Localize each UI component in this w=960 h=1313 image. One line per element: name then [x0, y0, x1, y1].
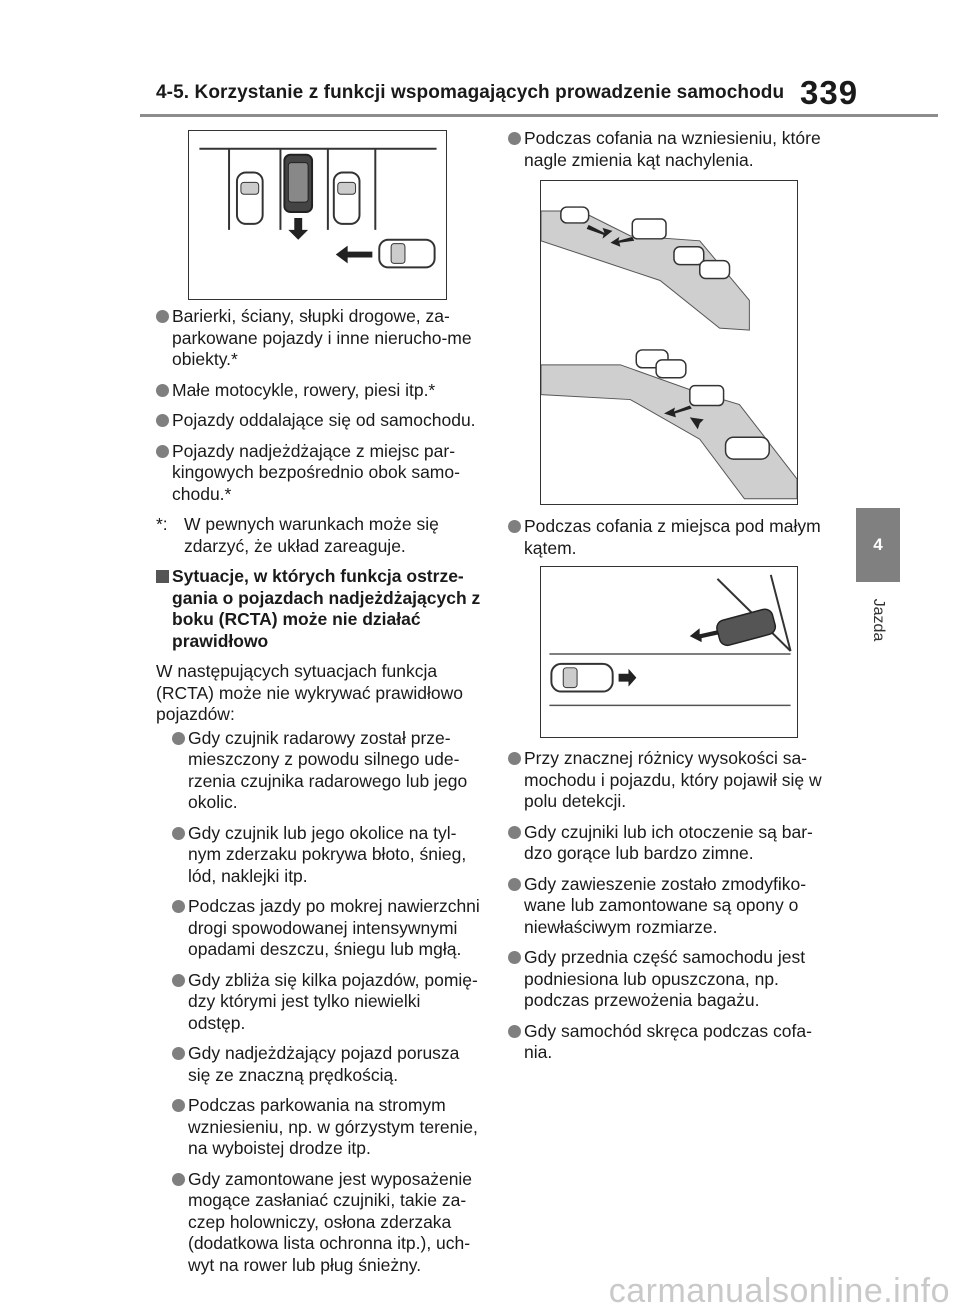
bullet-icon — [172, 900, 185, 913]
figure-slope — [540, 180, 798, 505]
list-item: Barierki, ściany, słupki drogowe, za-parkowane pojazdy i inne nierucho-me obiekty.* — [156, 306, 481, 371]
chapter-label: Jazda — [870, 598, 887, 642]
reversing-car-icon — [284, 155, 312, 212]
page-number: 339 — [800, 74, 859, 111]
chapter-number: 4 — [873, 535, 883, 554]
list-item: Gdy czujnik lub jego okolice na tyl-nym zderzaku pokrywa błoto, śnieg, lód, naklejki itp. — [172, 823, 481, 888]
bullet-icon — [508, 826, 521, 839]
bullet-icon — [156, 445, 169, 458]
list-item: Gdy nadjeżdżający pojazd porusza się ze znaczną prędkością. — [172, 1043, 481, 1086]
car-icon — [561, 207, 589, 223]
bullet-icon — [156, 310, 169, 323]
right-arrow-icon — [619, 669, 637, 687]
list-item: Gdy przednia część samochodu jest podniesiona lub opuszczona, np. podczas przewożenia bagażu. — [508, 947, 833, 1012]
chapter-tab[interactable] — [856, 508, 900, 582]
list-item: Gdy zbliża się kilka pojazdów, pomię-dzy którymi jest tylko niewielki odstęp. — [172, 970, 481, 1035]
list-item: Gdy czujniki lub ich otoczenie są bar-dzo gorące lub bardzo zimne. — [508, 822, 833, 865]
list-item: Podczas cofania na wzniesieniu, które nagle zmienia kąt nachylenia. — [508, 128, 833, 171]
bullet-icon — [508, 1025, 521, 1038]
list-item: Podczas parkowania na stromym wzniesieniu, np. w górzystym terenie, na wyboistej drodze itp. — [172, 1095, 481, 1160]
right-column-bottom — [508, 748, 833, 1073]
car-icon — [632, 219, 666, 239]
list-item: Pojazdy oddalające się od samochodu. — [156, 410, 481, 432]
list-item: Gdy zawieszenie zostało zmodyfiko-wane lub zamontowane są opony o niewłaściwym rozmiarze. — [508, 874, 833, 939]
down-arrow-icon — [288, 218, 308, 240]
page-header-title: 4-5. Korzystanie z funkcji wspomagających prowadzenie samochodu — [156, 82, 785, 103]
list-item: Gdy zamontowane jest wyposażenie mogące zasłaniać czujniki, takie za-czep holowniczy, osłona zderzaka (dodatkowa lista ochronna itp.), uch-wyt na rower lub pług śnieżny. — [172, 1169, 481, 1277]
slope-illustration — [541, 181, 797, 504]
list-item: Przy znacznej różnicy wysokości sa-mochodu i pojazdu, który pojawił się w polu detekcji. — [508, 748, 833, 813]
left-arrow-icon — [690, 628, 720, 642]
right-column-mid — [508, 516, 833, 568]
list-item: Podczas jazdy po mokrej nawierzchni drogi spowodowanej intensywnymi opadami deszczu, śniegu lub mgłą. — [172, 896, 481, 961]
list-item: Podczas cofania z miejsca pod małym kątem. — [508, 516, 833, 559]
reversing-car-icon — [715, 607, 777, 647]
bullet-icon — [508, 878, 521, 891]
car-icon — [674, 247, 704, 265]
figure-parking-lot — [188, 130, 447, 300]
bullet-icon — [172, 974, 185, 987]
car-icon — [700, 261, 730, 279]
car-icon — [690, 386, 724, 406]
bullet-icon — [508, 132, 521, 145]
left-column — [156, 306, 481, 1285]
bullet-icon — [172, 732, 185, 745]
bullet-icon — [508, 752, 521, 765]
left-arrow-icon — [336, 246, 373, 264]
list-item: Pojazdy nadjeżdżające z miejsc par-kingowych bezpośrednio obok samo-chodu.* — [156, 441, 481, 506]
bullet-icon — [172, 1173, 185, 1186]
bullet-icon — [172, 827, 185, 840]
car-icon — [726, 437, 770, 459]
bullet-icon — [172, 1047, 185, 1060]
bullet-icon — [156, 414, 169, 427]
header-rule — [140, 114, 938, 117]
list-item: Małe motocykle, rowery, piesi itp.* — [156, 380, 481, 402]
approaching-car-icon — [551, 664, 612, 692]
approaching-car-icon — [379, 240, 434, 268]
parked-car-icon — [334, 173, 360, 224]
angled-parking-illustration — [541, 567, 797, 737]
list-item: Gdy czujnik radarowy został prze-mieszczony z powodu silnego ude-rzenia czujnika radarowego lub jego okolic. — [172, 728, 481, 814]
bullet-icon — [172, 1099, 185, 1112]
bullet-icon — [156, 384, 169, 397]
car-icon — [656, 360, 686, 378]
footnote-mark: *: — [156, 514, 168, 534]
list-item: Gdy samochód skręca podczas cofa-nia. — [508, 1021, 833, 1064]
watermark: carmanualsonline.info — [608, 1272, 950, 1310]
bullet-icon — [508, 520, 521, 533]
parking-lot-illustration — [189, 131, 446, 299]
square-bullet-icon — [156, 570, 169, 583]
section-heading: Sytuacje, w których funkcja ostrze-gania o pojazdach nadjeżdżających z boku (RCTA) może nie działać prawidłowo — [156, 566, 481, 652]
footnote: *: W pewnych warunkach może się zdarzyć, że układ zareaguje. — [156, 514, 439, 556]
right-column-top — [508, 128, 833, 180]
figure-angled-parking — [540, 566, 798, 738]
bullet-icon — [508, 951, 521, 964]
intro-paragraph: W następujących sytuacjach funkcja (RCTA) może nie wykrywać prawidłowo pojazdów: — [156, 661, 463, 724]
parked-car-icon — [237, 173, 263, 224]
